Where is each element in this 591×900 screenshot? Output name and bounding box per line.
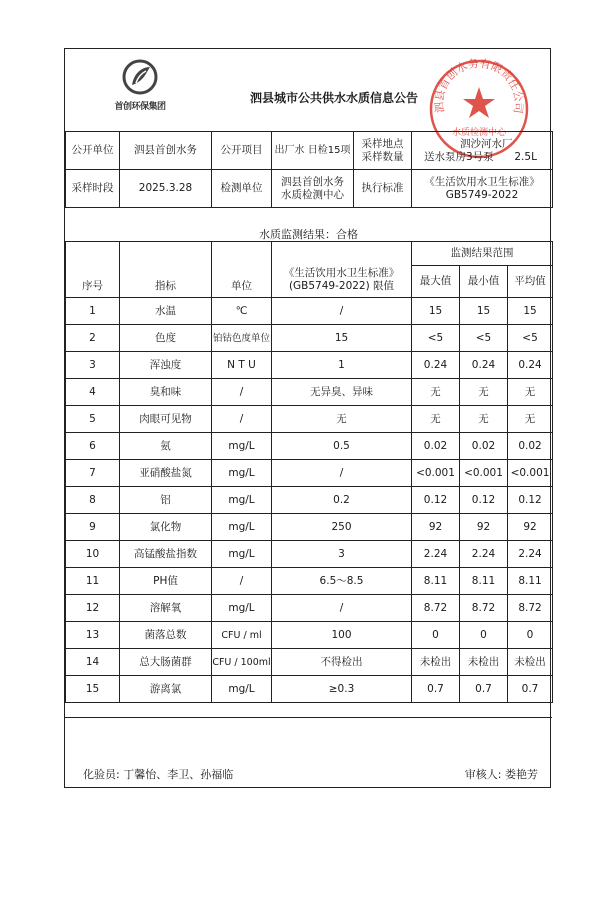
row-no: 13 xyxy=(66,622,120,649)
standard-limit: / xyxy=(272,460,412,487)
standard-limit: 0.2 xyxy=(272,487,412,514)
row-no: 11 xyxy=(66,568,120,595)
standard-limit: 100 xyxy=(272,622,412,649)
max-value: 0.02 xyxy=(412,433,460,460)
label-site-qty xyxy=(354,132,412,170)
table-row xyxy=(66,460,553,487)
table-row xyxy=(66,487,553,514)
standard-limit: 无异臭、异味 xyxy=(272,379,412,406)
sampling-qty: 2.5L xyxy=(514,150,537,163)
indicator-name: 溶解氧 xyxy=(120,595,212,622)
max-value: 2.24 xyxy=(412,541,460,568)
header-limit xyxy=(272,242,412,298)
indicator-unit: CFU / 100ml xyxy=(212,649,272,676)
indicator-name: 水温 xyxy=(120,298,212,325)
min-value: <5 xyxy=(460,325,508,352)
company-logo xyxy=(105,59,175,119)
indicator-unit: CFU / ml xyxy=(212,622,272,649)
min-value: 0.7 xyxy=(460,676,508,703)
logo-wordmark: 首创环保集团 xyxy=(114,102,166,112)
indicator-name: 亚硝酸盐氮 xyxy=(120,460,212,487)
indicator-unit: mg/L xyxy=(212,514,272,541)
standard-limit: 0.5 xyxy=(272,433,412,460)
standard-line2: GB5749-2022 xyxy=(445,188,519,201)
header-limit-line2: (GB5749-2022) 限值 xyxy=(288,280,395,292)
min-value: 0.02 xyxy=(460,433,508,460)
standard-limit: / xyxy=(272,298,412,325)
label-standard: 执行标准 xyxy=(354,170,412,208)
row-no: 7 xyxy=(66,460,120,487)
min-value: 2.24 xyxy=(460,541,508,568)
indicator-name: 臭和味 xyxy=(120,379,212,406)
table-row xyxy=(66,595,553,622)
indicator-unit: / xyxy=(212,568,272,595)
test-unit-line2: 水质检测中心 xyxy=(281,188,344,201)
table-row xyxy=(66,433,553,460)
header-max: 最大值 xyxy=(412,266,460,298)
avg-value: <5 xyxy=(508,325,553,352)
row-no: 10 xyxy=(66,541,120,568)
indicator-name: 游离氯 xyxy=(120,676,212,703)
sampling-time: 2025.3.28 xyxy=(120,170,212,208)
row-no: 6 xyxy=(66,433,120,460)
min-value: 15 xyxy=(460,298,508,325)
avg-value: 2.24 xyxy=(508,541,553,568)
avg-value: 0.12 xyxy=(508,487,553,514)
indicator-name: PH值 xyxy=(120,568,212,595)
max-value: 0.7 xyxy=(412,676,460,703)
indicator-unit: mg/L xyxy=(212,595,272,622)
notice-header xyxy=(65,49,550,138)
min-value: 0.12 xyxy=(460,487,508,514)
sampling-info-table xyxy=(65,131,553,208)
avg-value: 0.24 xyxy=(508,352,553,379)
indicator-name: 高锰酸盐指数 xyxy=(120,541,212,568)
table-row xyxy=(66,649,553,676)
min-value: 未检出 xyxy=(460,649,508,676)
indicator-name: 浑浊度 xyxy=(120,352,212,379)
row-no: 14 xyxy=(66,649,120,676)
signature-footer xyxy=(65,717,552,790)
max-value: 8.11 xyxy=(412,568,460,595)
min-value: 0.24 xyxy=(460,352,508,379)
avg-value: 92 xyxy=(508,514,553,541)
indicator-unit: mg/L xyxy=(212,676,272,703)
indicator-name: 肉眼可见物 xyxy=(120,406,212,433)
header-min: 最小值 xyxy=(460,266,508,298)
min-value: 无 xyxy=(460,379,508,406)
avg-value: 未检出 xyxy=(508,649,553,676)
row-no: 15 xyxy=(66,676,120,703)
avg-value: 0 xyxy=(508,622,553,649)
min-value: 92 xyxy=(460,514,508,541)
standard-limit: 1 xyxy=(272,352,412,379)
svg-text:泗县首创水务有限责任公司: 泗县首创水务有限责任公司 xyxy=(432,57,526,115)
min-value: 0 xyxy=(460,622,508,649)
header-indicator: 指标 xyxy=(120,242,212,298)
max-value: <5 xyxy=(412,325,460,352)
row-no: 12 xyxy=(66,595,120,622)
svg-text:水质检测中心: 水质检测中心 xyxy=(451,128,507,138)
indicator-unit: N T U xyxy=(212,352,272,379)
indicator-unit: mg/L xyxy=(212,487,272,514)
table-row xyxy=(66,676,553,703)
monitoring-results-table xyxy=(65,241,553,703)
indicator-unit: / xyxy=(212,406,272,433)
indicator-unit: ℃ xyxy=(212,298,272,325)
table-row xyxy=(66,514,553,541)
label-publish-unit: 公开单位 xyxy=(66,132,120,170)
indicator-unit: mg/L xyxy=(212,541,272,568)
max-value: 8.72 xyxy=(412,595,460,622)
avg-value: 0.7 xyxy=(508,676,553,703)
indicator-unit: 铂钴色度单位 xyxy=(212,325,272,352)
standard-limit: 6.5～8.5 xyxy=(272,568,412,595)
sampling-site: 泗沙河水厂 xyxy=(460,137,513,150)
result-summary-row xyxy=(65,207,552,242)
result-summary: 水质监测结果：合格 xyxy=(259,228,358,241)
avg-value: 无 xyxy=(508,406,553,433)
min-value: 8.11 xyxy=(460,568,508,595)
indicator-unit: mg/L xyxy=(212,460,272,487)
indicator-name: 总大肠菌群 xyxy=(120,649,212,676)
max-value: 未检出 xyxy=(412,649,460,676)
max-value: 无 xyxy=(412,379,460,406)
avg-value: 15 xyxy=(508,298,553,325)
sampling-pump-qty xyxy=(424,151,552,164)
reviewer: 审核人: 娄艳芳 xyxy=(464,768,538,781)
standard-limit: 15 xyxy=(272,325,412,352)
max-value: 无 xyxy=(412,406,460,433)
max-value: 0.12 xyxy=(412,487,460,514)
avg-value: 8.72 xyxy=(508,595,553,622)
table-row xyxy=(66,541,553,568)
table-row xyxy=(66,622,553,649)
label-test-unit: 检测单位 xyxy=(212,170,272,208)
standard-limit: / xyxy=(272,595,412,622)
min-value: 无 xyxy=(460,406,508,433)
table-row xyxy=(66,298,553,325)
row-no: 9 xyxy=(66,514,120,541)
page-title: 泗县城市公共供水水质信息公告 xyxy=(250,91,419,105)
indicator-unit: / xyxy=(212,379,272,406)
header-range: 监测结果范围 xyxy=(412,242,553,266)
max-value: 92 xyxy=(412,514,460,541)
max-value: 0 xyxy=(412,622,460,649)
table-row xyxy=(66,379,553,406)
standard-limit: 250 xyxy=(272,514,412,541)
label-sampling-site: 采样地点 xyxy=(361,137,404,150)
indicator-name: 氨 xyxy=(120,433,212,460)
test-unit-line1: 泗县首创水务 xyxy=(281,175,344,188)
label-publish-item: 公开项目 xyxy=(212,132,272,170)
standard-limit: 无 xyxy=(272,406,412,433)
test-unit xyxy=(272,170,354,208)
indicator-name: 氯化物 xyxy=(120,514,212,541)
avg-value: <0.001 xyxy=(508,460,553,487)
standard-limit: 3 xyxy=(272,541,412,568)
indicator-name: 色度 xyxy=(120,325,212,352)
avg-value: 8.11 xyxy=(508,568,553,595)
indicator-unit: mg/L xyxy=(212,433,272,460)
min-value: 8.72 xyxy=(460,595,508,622)
label-sampling-time: 采样时段 xyxy=(66,170,120,208)
standard-limit: ≥0.3 xyxy=(272,676,412,703)
header-limit-line1: 《生活饮用水卫生标准》 xyxy=(283,267,400,279)
avg-value: 无 xyxy=(508,379,553,406)
site-qty-value xyxy=(412,132,553,170)
standard xyxy=(412,170,553,208)
row-no: 5 xyxy=(66,406,120,433)
max-value: <0.001 xyxy=(412,460,460,487)
row-no: 1 xyxy=(66,298,120,325)
water-quality-notice-sheet xyxy=(64,48,551,788)
table-row xyxy=(66,406,553,433)
row-no: 4 xyxy=(66,379,120,406)
avg-value: 0.02 xyxy=(508,433,553,460)
publish-unit: 泗县首创水务 xyxy=(120,132,212,170)
max-value: 0.24 xyxy=(412,352,460,379)
header-unit: 单位 xyxy=(212,242,272,298)
label-sampling-qty: 采样数量 xyxy=(361,150,404,163)
table-row xyxy=(66,325,553,352)
indicator-name: 铝 xyxy=(120,487,212,514)
sampling-pump: 送水泵房3号泵 xyxy=(424,150,494,163)
standard-line1: 《生活饮用水卫生标准》 xyxy=(424,175,540,188)
header-no: 序号 xyxy=(66,242,120,298)
table-row xyxy=(66,352,553,379)
table-row xyxy=(66,568,553,595)
inspectors: 化验员: 丁馨怡、李卫、孙福临 xyxy=(83,768,234,781)
indicator-name: 菌落总数 xyxy=(120,622,212,649)
header-avg: 平均值 xyxy=(508,266,553,298)
row-no: 8 xyxy=(66,487,120,514)
min-value: <0.001 xyxy=(460,460,508,487)
standard-limit: 不得检出 xyxy=(272,649,412,676)
row-no: 3 xyxy=(66,352,120,379)
max-value: 15 xyxy=(412,298,460,325)
row-no: 2 xyxy=(66,325,120,352)
leaf-swirl-logo-icon xyxy=(122,59,158,95)
publish-item: 出厂水 日检15项 xyxy=(272,132,354,170)
